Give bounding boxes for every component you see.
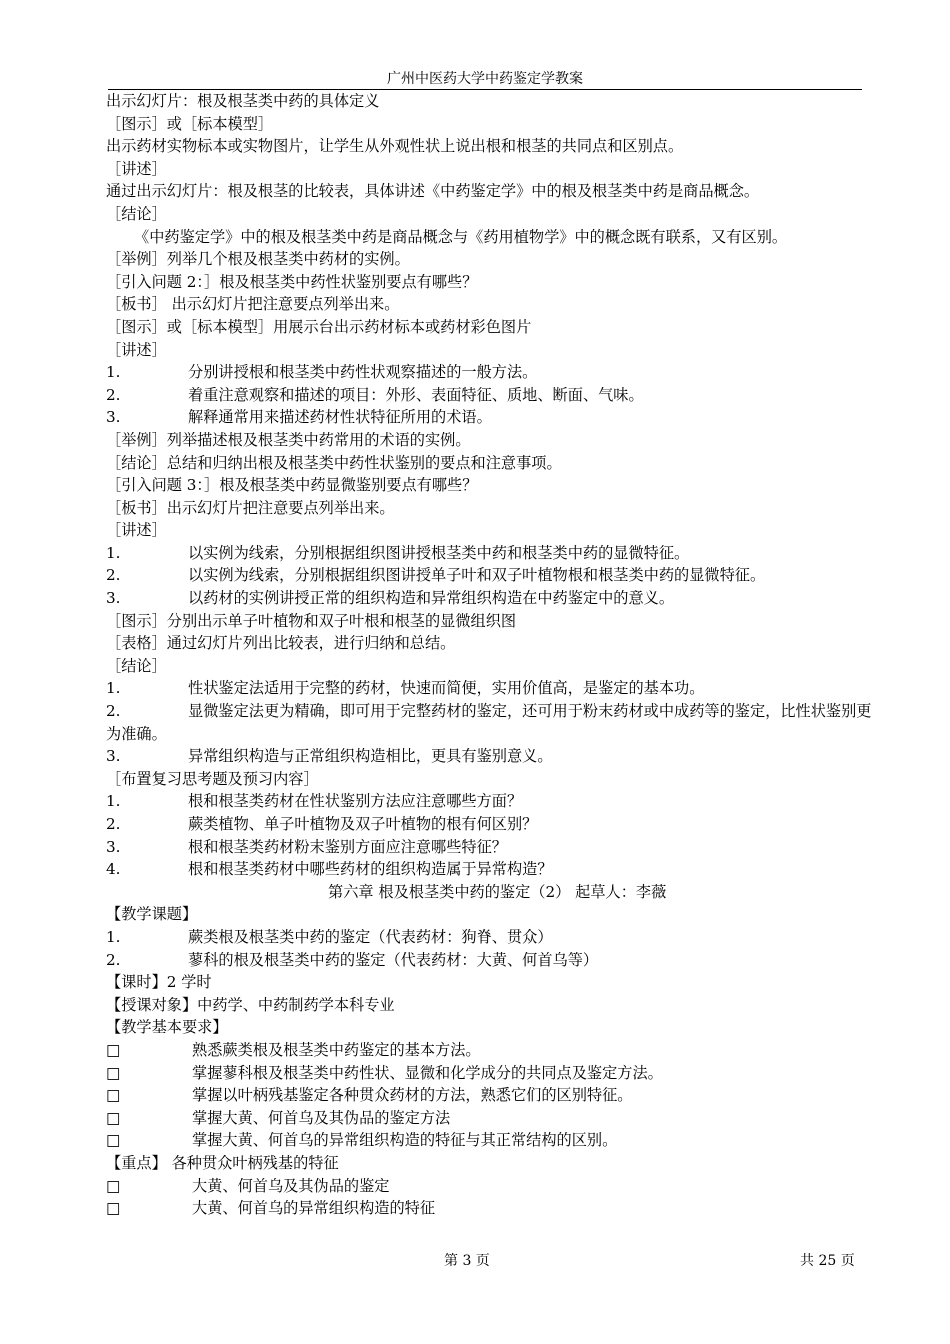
numbered-item — [106, 700, 874, 745]
bullet-box-icon: □ — [106, 1063, 121, 1082]
section-label: 【教学课题】 — [106, 905, 198, 924]
bullet-box-icon: □ — [106, 1176, 121, 1195]
text-line: ［举例］列举几个根及根茎类中药材的实例。 — [106, 250, 410, 269]
numbered-item — [106, 949, 874, 972]
numbered-item — [106, 745, 874, 768]
numbered-item — [106, 813, 874, 836]
text-line: ［结论］总结和归纳出根及根茎类中药性状鉴别的要点和注意事项。 — [106, 453, 562, 472]
bullet-box-icon: □ — [106, 1199, 121, 1218]
item-number: 3. — [106, 408, 121, 427]
chapter-heading: 第六章 根及根茎类中药的鉴定（2） 起草人：李薇 — [328, 882, 667, 901]
page-header-title: 广州中医药大学中药鉴定学教案 — [387, 71, 583, 87]
item-number: 1. — [106, 792, 121, 811]
text-line: 通过出示幻灯片：根及根茎的比较表，具体讲述《中药鉴定学》中的根及根茎类中药是商品概念。 — [106, 182, 760, 201]
item-text: 掌握蓼科根及根茎类中药性状、显微和化学成分的共同点及鉴定方法。 — [192, 1063, 663, 1082]
numbered-item — [106, 361, 874, 384]
bullet-item — [106, 1197, 874, 1220]
item-text: 掌握以叶柄残基鉴定各种贯众药材的方法，熟悉它们的区别特征。 — [192, 1086, 633, 1105]
text-line: 出示药材实物标本或实物图片，让学生从外观性状上说出根和根茎的共同点和区别点。 — [106, 137, 684, 156]
item-text: 以药材的实例讲授正常的组织构造和异常组织构造在中药鉴定中的意义。 — [188, 589, 674, 608]
item-number: 1. — [106, 679, 121, 698]
numbered-item — [106, 406, 874, 429]
section-label: 【教学基本要求】 — [106, 1018, 228, 1037]
text-line: ［举例］列举描述根及根茎类中药常用的术语的实例。 — [106, 430, 471, 449]
section-label: 【重点】 各种贯众叶柄残基的特征 — [106, 1153, 339, 1172]
bullet-box-icon: □ — [106, 1108, 121, 1127]
item-text: 异常组织构造与正常组织构造相比，更具有鉴别意义。 — [188, 747, 553, 766]
item-number: 2. — [106, 815, 121, 833]
item-number: 2. — [106, 950, 121, 969]
item-text: 根和根茎类药材粉末鉴别方面应注意哪些特征？ — [188, 837, 507, 856]
item-text: 蕨类根及根茎类中药的鉴定（代表药材：狗脊、贯众） — [188, 927, 553, 946]
numbered-item — [106, 587, 874, 610]
bullet-item — [106, 1129, 874, 1152]
numbered-item — [106, 384, 874, 407]
item-number: 2. — [106, 566, 121, 585]
text-line: ［表格］通过幻灯片列出比较表，进行归纳和总结。 — [106, 634, 456, 653]
item-text: 以实例为线索，分别根据组织图讲授单子叶和双子叶植物根和根茎类中药的显微特征。 — [188, 566, 766, 585]
item-text: 解释通常用来描述药材性状特征所用的术语。 — [188, 408, 492, 427]
item-number: 3. — [106, 747, 121, 766]
item-number: 2. — [106, 385, 121, 404]
item-text: 显微鉴定法更为精确，即可用于完整药材的鉴定，还可用于粉末药材或中成药等的鉴定，比性状鉴别更为准确。 — [106, 702, 872, 743]
text-line: ［图示］或［标本模型］用展示台出示药材标本或药材彩色图片 — [106, 317, 532, 336]
item-number: 3. — [106, 589, 121, 608]
numbered-item — [106, 790, 874, 813]
item-number: 3. — [106, 837, 121, 856]
numbered-item — [106, 858, 874, 881]
text-line: 出示幻灯片：根及根茎类中药的具体定义 — [106, 92, 380, 110]
bullet-box-icon: □ — [106, 1131, 121, 1150]
numbered-item — [106, 677, 874, 700]
item-text: 大黄、何首乌及其伪品的鉴定 — [192, 1176, 390, 1195]
text-line: ［布置复习思考题及预习内容］ — [106, 769, 319, 788]
item-text: 掌握大黄、何首乌及其伪品的鉴定方法 — [192, 1108, 451, 1127]
item-text: 掌握大黄、何首乌的异常组织构造的特征与其正常结构的区别。 — [192, 1131, 618, 1150]
item-text: 以实例为线索，分别根据组织图讲授根茎类中药和根茎类中药的显微特征。 — [188, 543, 690, 562]
item-text: 蕨类植物、单子叶植物及双子叶植物的根有何区别？ — [188, 815, 538, 833]
numbered-item — [106, 926, 874, 949]
item-number: 1. — [106, 363, 121, 382]
item-text: 蓼科的根及根茎类中药的鉴定（代表药材：大黄、何首乌等） — [188, 950, 599, 969]
text-line: ［讲述］ — [106, 521, 167, 540]
text-line: ［图示］分别出示单子叶植物和双子叶根和根茎的显微组织图 — [106, 611, 517, 630]
item-text: 分别讲授根和根茎类中药性状观察描述的一般方法。 — [188, 363, 538, 382]
text-line: 《中药鉴定学》中的根及根茎类中药是商品概念与《药用植物学》中的概念既有联系，又有区别。 — [134, 227, 788, 246]
text-line: ［板书］ 出示幻灯片把注意要点列举出来。 — [106, 295, 400, 314]
item-text: 根和根茎类药材中哪些药材的组织构造属于异常构造？ — [188, 860, 553, 879]
bullet-box-icon: □ — [106, 1086, 121, 1105]
numbered-item — [106, 836, 874, 859]
section-label: 【课时】2 学时 — [106, 973, 212, 992]
text-line: ［引入问题 2：］根及根茎类中药性状鉴别要点有哪些？ — [106, 272, 478, 291]
item-text: 大黄、何首乌的异常组织构造的特征 — [192, 1199, 435, 1218]
bullet-box-icon: □ — [106, 1040, 121, 1059]
document-body — [106, 90, 874, 1220]
bullet-item — [106, 1084, 874, 1107]
item-text: 熟悉蕨类根及根茎类中药鉴定的基本方法。 — [192, 1040, 481, 1059]
footer-page-number: 第 3 页 — [444, 1253, 490, 1269]
text-line: ［板书］出示幻灯片把注意要点列举出来。 — [106, 498, 395, 517]
item-text: 着重注意观察和描述的项目：外形、表面特征、质地、断面、气味。 — [188, 385, 644, 404]
text-line: ［结论］ — [106, 656, 167, 675]
text-line: ［讲述］ — [106, 159, 167, 178]
item-text: 性状鉴定法适用于完整的药材，快速而简便，实用价值高，是鉴定的基本功。 — [188, 679, 705, 698]
numbered-item — [106, 564, 874, 587]
item-number: 2. — [106, 702, 121, 721]
bullet-item — [106, 1039, 874, 1062]
item-text: 根和根茎类药材在性状鉴别方法应注意哪些方面？ — [188, 792, 523, 811]
bullet-item — [106, 1062, 874, 1085]
item-number: 1. — [106, 543, 121, 562]
bullet-item — [106, 1107, 874, 1130]
text-line: ［讲述］ — [106, 340, 167, 359]
text-line: ［引入问题 3：］根及根茎类中药显微鉴别要点有哪些？ — [106, 476, 478, 495]
item-number: 4. — [106, 860, 121, 879]
text-line: ［结论］ — [106, 204, 167, 223]
numbered-item — [106, 542, 874, 565]
footer-total-pages: 共 25 页 — [800, 1253, 855, 1269]
text-line: ［图示］或［标本模型］ — [106, 114, 274, 133]
item-number: 1. — [106, 927, 121, 946]
section-label: 【授课对象】中药学、中药制药学本科专业 — [106, 995, 395, 1014]
bullet-item — [106, 1175, 874, 1198]
